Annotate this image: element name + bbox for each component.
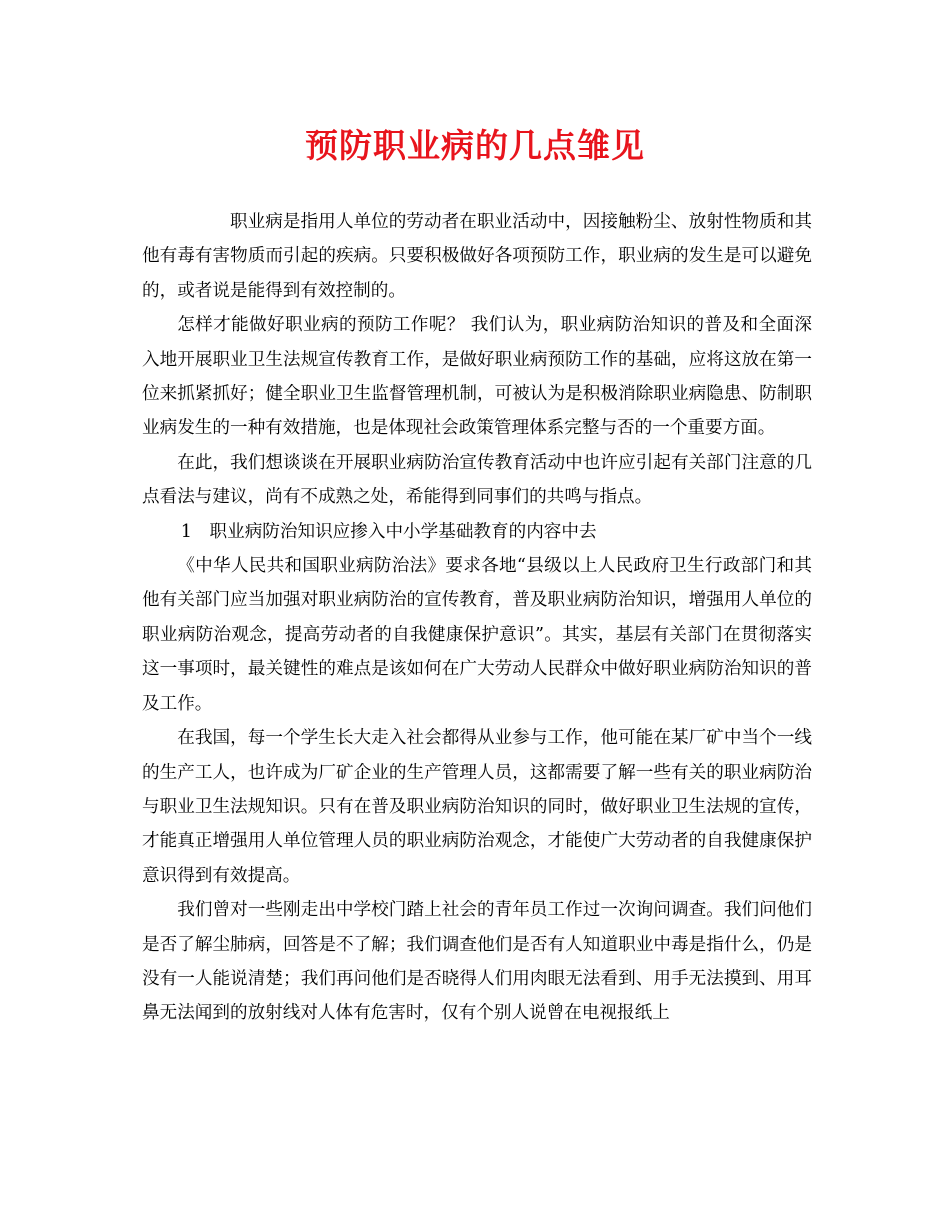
paragraph-students: 在我国，每一个学生长大走入社会都得从业参与工作，他可能在某厂矿中当个一线的生产工人，也许成为厂矿企业的生产管理人员，这都需要了解一些有关的职业病防治与职业卫生法规知识。只有在普及职业病防治知识的同时，做好职业卫生法规的宣传，才能真正增强用人单位管理人员的职业病防治观念，才能使广大劳动者的自我健康保护意识得到有效提高。 xyxy=(142,728,812,886)
document-title: 预防职业病的几点雏见 xyxy=(305,126,645,165)
paragraph-intro: 职业病是指用人单位的劳动者在职业活动中，因接触粉尘、放射性物质和其他有毒有害物质而引起的疾病。只要积极做好各项预防工作，职业病的发生是可以避免的，或者说是能得到有效控制的。 xyxy=(142,212,812,301)
section-heading-1: 1 职业病防治知识应掺入中小学基础教育的内容中去 xyxy=(180,521,597,542)
paragraph-survey: 我们曾对一些刚走出中学校门踏上社会的青年员工作过一次询问调查。我们问他们是否了解尘肺病，回答是不了解；我们调查他们是否有人知道职业中毒是指什么，仍是没有一人能说清楚；我们再问他们是否晓得人们用肉眼无法看到、用手无法摸到、用耳鼻无法闻到的放射线对人体有危害时，仅有个别人说曾在电视报纸上 xyxy=(142,900,812,1024)
paragraph-how-to-prevent: 怎样才能做好职业病的预防工作呢？ 我们认为，职业病防治知识的普及和全面深入地开展职业卫生法规宣传教育工作，是做好职业病预防工作的基础，应将这放在第一位来抓紧抓好；健全职业卫生监督管理机制，可被认为是积极消除职业病隐患、防制职业病发生的一种有效措施，也是体现社会政策管理体系完整与否的一个重要方面。 xyxy=(142,315,812,439)
document-body xyxy=(142,205,812,1031)
paragraph-suggestions: 在此，我们想谈谈在开展职业病防治宣传教育活动中也许应引起有关部门注意的几点看法与建议，尚有不成熟之处，希能得到同事们的共鸣与指点。 xyxy=(142,452,812,508)
paragraph-law-requirement: 《中华人民共和国职业病防治法》要求各地“县级以上人民政府卫生行政部门和其他有关部门应当加强对职业病防治的宣传教育，普及职业病防治知识，增强用人单位的职业病防治观念，提高劳动者的自我健康保护意识”。其实，基层有关部门在贯彻落实这一事项时，最关键性的难点是该如何在广大劳动人民群众中做好职业病防治知识的普及工作。 xyxy=(142,556,812,714)
